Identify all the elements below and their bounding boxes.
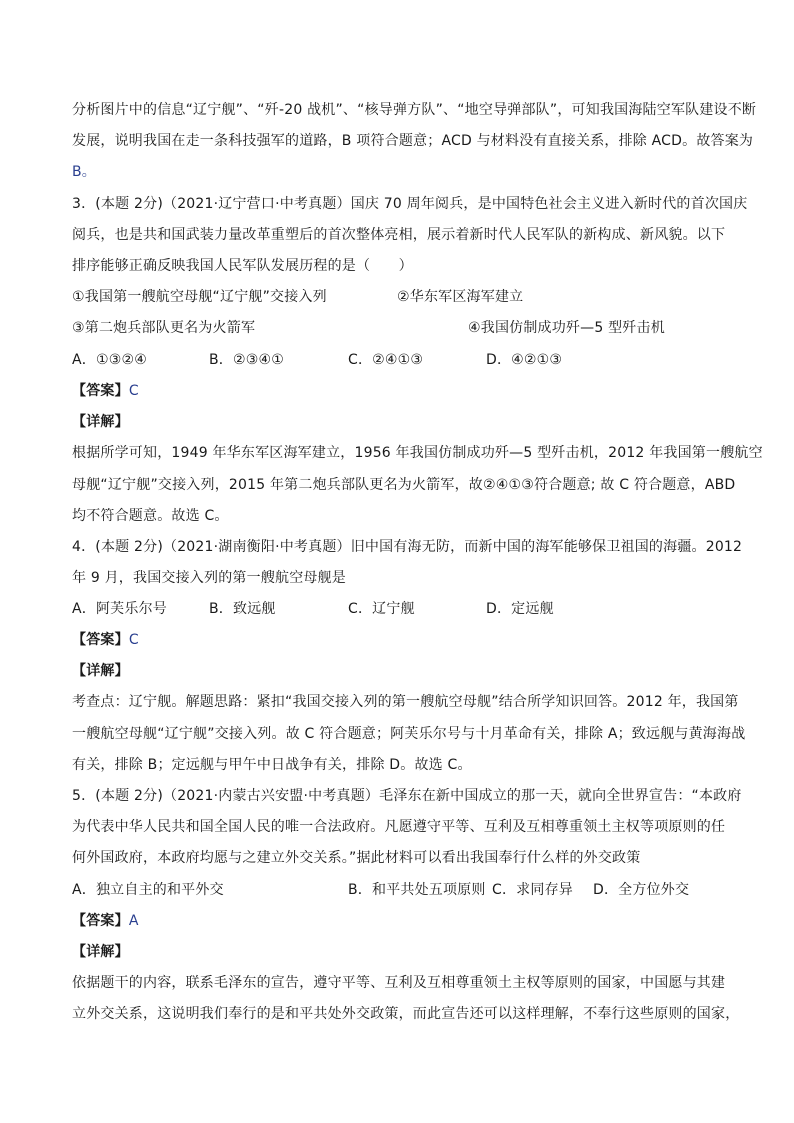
q4-answer: 【答案】C xyxy=(72,632,139,648)
q3-explanation-line: 均不符合题意。故选 C。 xyxy=(72,508,229,524)
q5-answer: 【答案】A xyxy=(72,913,139,929)
q2-explanation-line: B。 xyxy=(72,164,97,180)
q3-answer-value: C xyxy=(128,383,139,399)
q3-item-4: ④我国仿制成功歼—5 型歼击机 xyxy=(468,320,665,336)
q5-option-b: B．和平共处五项原则 xyxy=(348,882,486,898)
q3-item-1: ①我国第一艘航空母舰“辽宁舰”交接入列 xyxy=(72,289,327,305)
q4-option-b: B．致远舰 xyxy=(209,601,276,617)
q4-explanation-line: 考查点：辽宁舰。解题思路：紧扣“我国交接入列的第一艘航空母舰”结合所学知识回答。2012 年，我国第 xyxy=(72,694,739,710)
q4-detail-label: 【详解】 xyxy=(72,663,129,679)
q3-detail-label: 【详解】 xyxy=(72,414,129,430)
q4-explanation-line: 一艘航空母舰“辽宁舰”交接入列。故 C 符合题意；阿芙乐尔号与十月革命有关，排除 A；致远舰与黄海海战 xyxy=(72,726,746,742)
q3-option-a: A．①③②④ xyxy=(72,352,147,368)
q5-options-row xyxy=(72,880,690,900)
q5-stem-line: 为代表中华人民共和国全国人民的唯一合法政府。凡愿遵守平等、互利及互相尊重领土主权等项原则的任 xyxy=(72,819,726,835)
q3-option-b: B．②③④① xyxy=(209,352,285,368)
q4-option-c: C．辽宁舰 xyxy=(348,601,415,617)
q3-items-row xyxy=(72,287,524,307)
q3-stem-line: 排序能够正确反映我国人民军队发展历程的是（ ） xyxy=(72,258,413,274)
q5-option-a: A．独立自主的和平外交 xyxy=(72,882,224,898)
q4-stem-line: 年 9 月，我国交接入列的第一艘航空母舰是 xyxy=(72,570,347,586)
q3-answer: 【答案】C xyxy=(72,383,139,399)
q4-answer-value: C xyxy=(128,632,139,648)
q4-options-row xyxy=(72,599,554,619)
q3-item-2: ②华东军区海军建立 xyxy=(397,289,524,305)
q3-option-d: D．④②①③ xyxy=(486,352,563,368)
q3-options-row xyxy=(72,350,563,370)
q3-option-c: C．②④①③ xyxy=(348,352,424,368)
q5-option-d: D．全方位外交 xyxy=(593,882,690,898)
q2-explanation-line: 分析图片中的信息“辽宁舰”、“歼-20 战机”、“核导弹方队”、“地空导弹部队”，可知我国海陆空军队建设不断 xyxy=(72,102,757,118)
q4-stem-line: 4．(本题 2分)（2021·湖南衡阳·中考真题）旧中国有海无防，而新中国的海军能够保卫祖国的海疆。2012 xyxy=(72,539,743,555)
q3-items-row xyxy=(72,318,665,338)
q5-explanation-line: 依据题干的内容，联系毛泽东的宣告，遵守平等、互利及互相尊重领土主权等原则的国家，中国愿与其建 xyxy=(72,975,726,991)
q5-stem-line: 何外国政府，本政府均愿与之建立外交关系。”据此材料可以看出我国奉行什么样的外交政策 xyxy=(72,850,641,866)
q5-stem-line: 5．(本题 2分)（2021·内蒙古兴安盟·中考真题）毛泽东在新中国成立的那一天，就向全世界宣告：“本政府 xyxy=(72,788,742,804)
q2-explanation-line: 发展，说明我国在走一条科技强军的道路，B 项符合题意；ACD 与材料没有直接关系，排除 ACD。故答案为 xyxy=(72,133,754,149)
q5-detail-label: 【详解】 xyxy=(72,944,129,960)
q5-explanation-line: 立外交关系，这说明我们奉行的是和平共处外交政策，而此宣告还可以这样理解，不奉行这些原则的国家， xyxy=(72,1006,740,1022)
q5-option-c: C．求同存异 xyxy=(492,882,573,898)
q3-item-3: ③第二炮兵部队更名为火箭军 xyxy=(72,320,256,336)
q3-explanation-line: 母舰“辽宁舰”交接入列，2015 年第二炮兵部队更名为火箭军，故②④①③符合题意; 故 C 符合题意，ABD xyxy=(72,477,736,493)
q3-stem-line: 阅兵，也是共和国武装力量改革重塑后的首次整体亮相，展示着新时代人民军队的新构成、新风貌。以下 xyxy=(72,227,726,243)
q3-explanation-line: 根据所学可知，1949 年华东军区海军建立，1956 年我国仿制成功歼—5 型歼击机，2012 年我国第一艘航空 xyxy=(72,445,763,461)
q4-option-d: D．定远舰 xyxy=(486,601,554,617)
q3-stem-line: 3．(本题 2分)（2021·辽宁营口·中考真题）国庆 70 周年阅兵，是中国特色社会主义进入新时代的首次国庆 xyxy=(72,196,748,212)
q5-answer-value: A xyxy=(128,913,139,929)
q4-explanation-line: 有关，排除 B；定远舰与甲午中日战争有关，排除 D。故选 C。 xyxy=(72,757,472,773)
q4-option-a: A．阿芙乐尔号 xyxy=(72,601,167,617)
